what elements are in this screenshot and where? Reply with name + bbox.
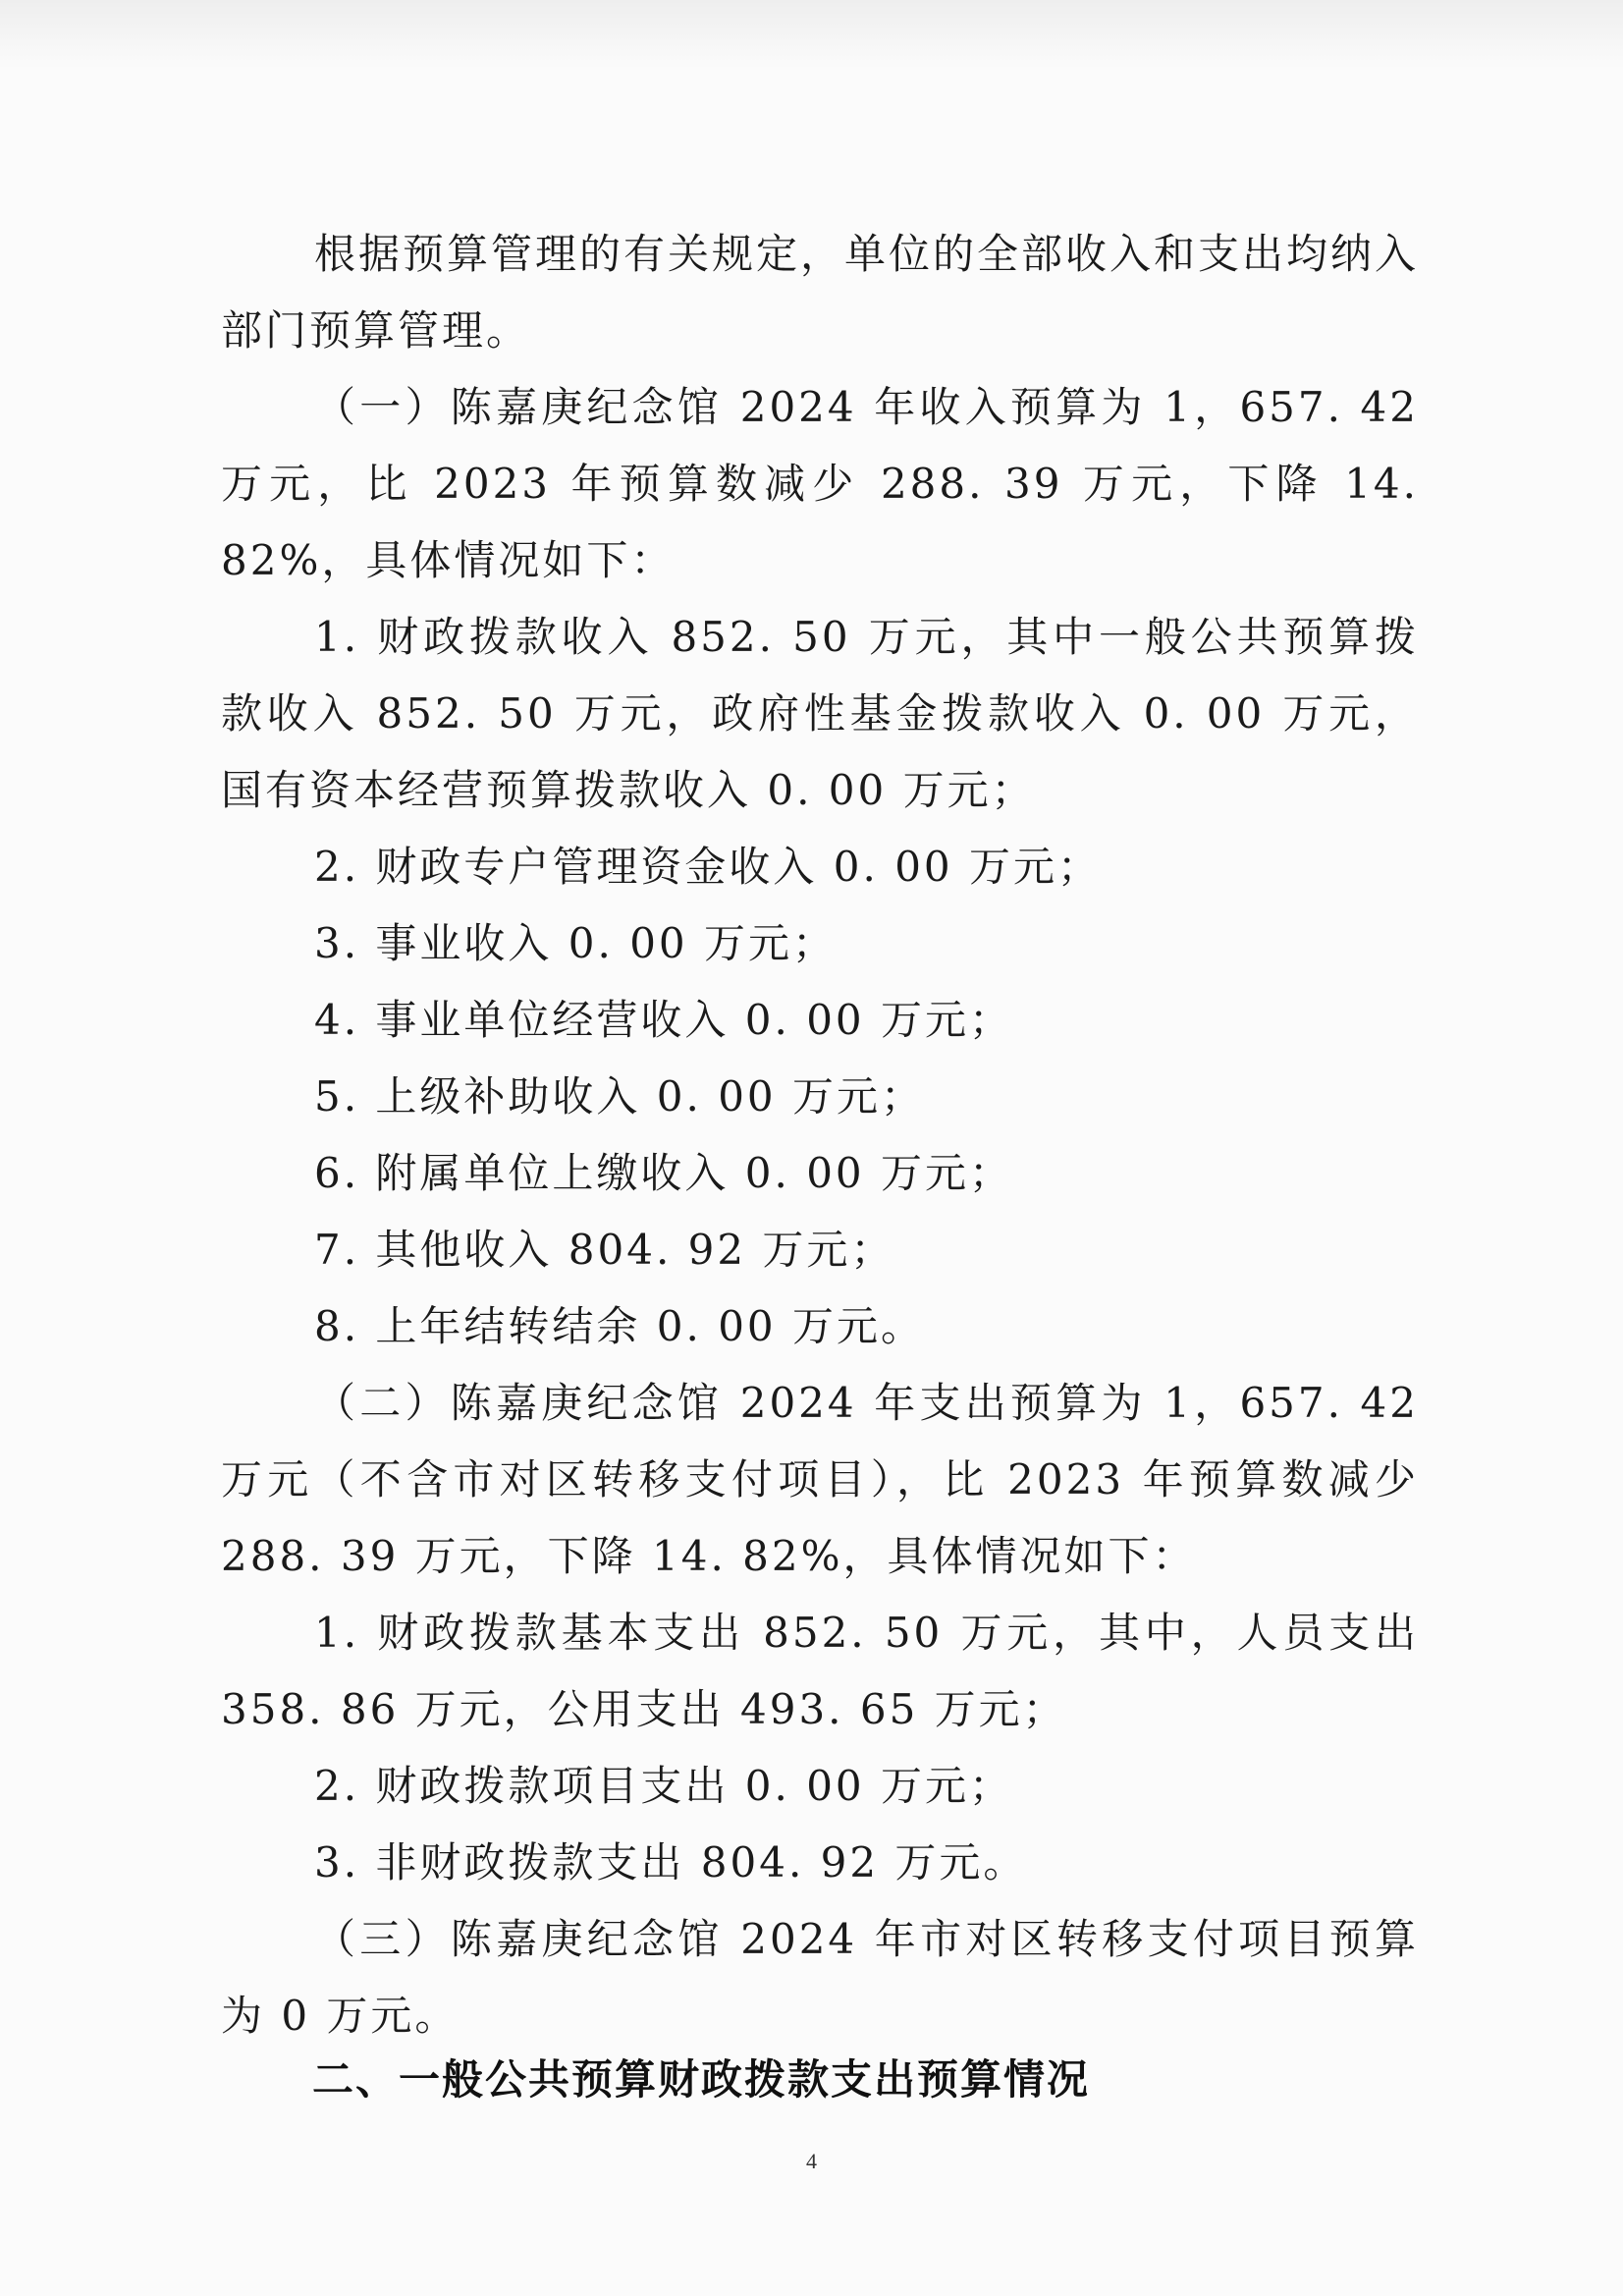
income-item-5: 5. 上级补助收入 0. 00 万元；: [314, 1072, 925, 1121]
paragraph-transfer-summary: （三）陈嘉庚纪念馆 2024 年市对区转移支付项目预算为 0 万元。: [221, 1915, 1419, 2040]
income-item-4: 4. 事业单位经营收入 0. 00 万元；: [314, 996, 1013, 1044]
scan-shadow: [0, 0, 1623, 69]
income-item-8: 8. 上年结转结余 0. 00 万元。: [314, 1302, 925, 1350]
income-item-6: 6. 附属单位上缴收入 0. 00 万元；: [314, 1149, 1013, 1197]
paragraph-intro: 根据预算管理的有关规定，单位的全部收入和支出均纳入部门预算管理。: [221, 230, 1420, 355]
expense-item-2: 2. 财政拨款项目支出 0. 00 万元；: [314, 1762, 1013, 1810]
income-item-3: 3. 事业收入 0. 00 万元；: [314, 919, 837, 967]
income-item-2: 2. 财政专户管理资金收入 0. 00 万元；: [314, 843, 1102, 891]
expense-item-1: 1. 财政拨款基本支出 852. 50 万元，其中，人员支出 358. 86 万元，公用支出 493. 65 万元；: [221, 1609, 1419, 1733]
income-item-1: 1. 财政拨款收入 852. 50 万元，其中一般公共预算拨款收入 852. 50 万元，政府性基金拨款收入 0. 00 万元，国有资本经营预算拨款收入 0. 00 万元；: [221, 613, 1419, 814]
income-item-7: 7. 其他收入 804. 92 万元；: [314, 1226, 895, 1274]
document-body: [221, 216, 1419, 2054]
page-number: 4: [806, 2149, 817, 2173]
paragraph-income-summary: （一）陈嘉庚纪念馆 2024 年收入预算为 1，657. 42 万元，比 2023 年预算数减少 288. 39 万元，下降 14. 82%，具体情况如下：: [221, 383, 1419, 584]
expense-item-3: 3. 非财政拨款支出 804. 92 万元。: [314, 1838, 1028, 1886]
section-heading: 二、一般公共预算财政拨款支出预算情况: [312, 2055, 1091, 2104]
paragraph-expense-summary: （二）陈嘉庚纪念馆 2024 年支出预算为 1，657. 42 万元（不含市对区转移支付项目），比 2023 年预算数减少 288. 39 万元，下降 14. 82%，具体情况如下：: [221, 1379, 1419, 1580]
